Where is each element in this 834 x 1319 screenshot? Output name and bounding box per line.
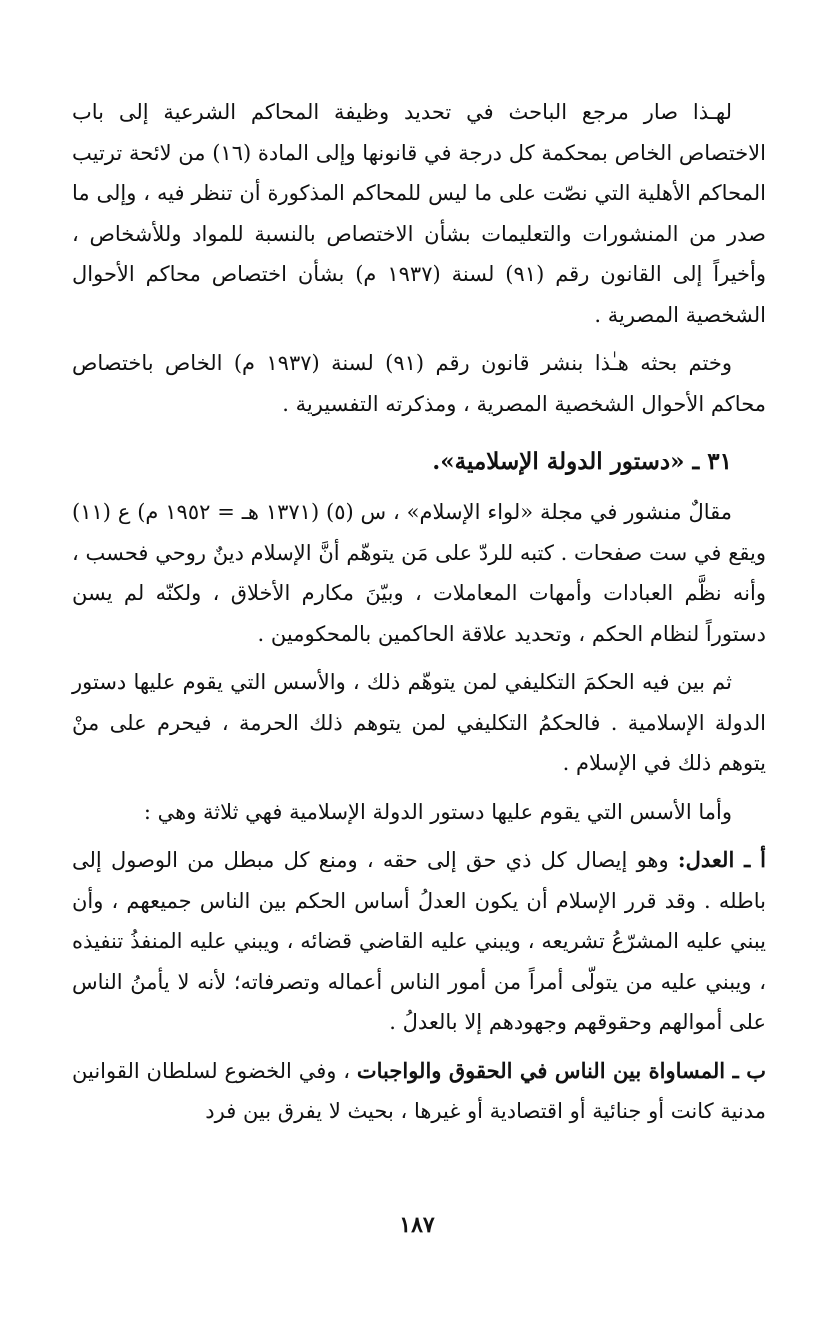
- section-heading-islamic-state-constitution: ٣١ ـ «دستور الدولة الإسلامية».: [432, 448, 732, 475]
- justice-text: وهو إيصال كل ذي حق إلى حقه ، ومنع كل مبطل من الوصول إلى باطله . وقد قرر الإسلام أن يكون العدلُ أساس الحكم بين الناس جميعهم ، وأن يبني عليه المشرّعُ تشريعه ، ويبني عليه القاضي قضائه ، ويبني عليه المنفذُ تنفيذه ، ويبني عليه من يتولّى أمراً من أمور الناس أعماله وتصرفاته؛ لأنه لا يأمنُ الناس على أموالهم وحقوقهم وجهودهم إلا بالعدلُ .: [72, 848, 766, 1034]
- paragraph-legal-ruling: ثم بين فيه الحكمَ التكليفي لمن يتوهّم ذلك ، والأسس التي يقوم عليها دستور الدولة الإسلامية . فالحكمُ التكليفي لمن يتوهم ذلك الحرمة ، فيحرم على منْ يتوهم ذلك في الإسلام .: [72, 670, 766, 775]
- paragraph-justice: [72, 840, 766, 1043]
- page-number: ١٨٧: [399, 1212, 435, 1238]
- paragraph-article-description: مقالٌ منشور في مجلة «لواء الإسلام» ، س (٥) (١٣٧١ هـ = ١٩٥٢ م) ع (١١) ويقع في ست صفحات . كتبه للردّ على مَن يتوهّم أنَّ الإسلام دينٌ روحي فحسب ، وأنه نظَّم العبادات وأمهات المعاملات ، وبيّنَ مكارم الأخلاق ، ولكنّه لم يسن دستوراً لنظام الحكم ، وتحديد علاقة الحاكمين بالمحكومين .: [72, 500, 766, 646]
- equality-text: ، وفي الخضوع لسلطان القوانين مدنية كانت أو جنائية أو اقتصادية أو غيرها ، بحيث لا يفرق بين فرد: [72, 1058, 766, 1123]
- page-body: [72, 92, 766, 1132]
- justice-label: أ ـ العدل:: [677, 847, 767, 872]
- paragraph-three-foundations: وأما الأسس التي يقوم عليها دستور الدولة الإسلامية فهي ثلاثة وهي :: [143, 799, 732, 824]
- paragraph-law-91-conclusion: وختم بحثه هـٰذا بنشر قانون رقم (٩١) لسنة (١٩٣٧ م) الخاص باختصاص محاكم الأحوال الشخصية المصرية ، ومذكرته التفسيرية .: [72, 351, 766, 416]
- paragraph-jurisdiction-reference: لهـذا صار مرجع الباحث في تحديد وظيفة المحاكم الشرعية إلى باب الاختصاص الخاص بمحكمة كل درجة في قانونها وإلى المادة (١٦) من لائحة ترتيب المحاكم الأهلية التي نصّت على ما ليس للمحاكم المذكورة أن تنظر فيه ، وإلى ما صدر من المنشورات والتعليمات بشأن الاختصاص بالنسبة للمواد وللأشخاص ، وأخيراً إلى القانون رقم (٩١) لسنة (١٩٣٧ م) بشأن اختصاص محاكم الأحوال الشخصية المصرية .: [72, 100, 767, 327]
- equality-label: ب ـ المساواة بين الناس في الحقوق والواجبات: [356, 1057, 766, 1083]
- paragraph-equality: [72, 1051, 766, 1132]
